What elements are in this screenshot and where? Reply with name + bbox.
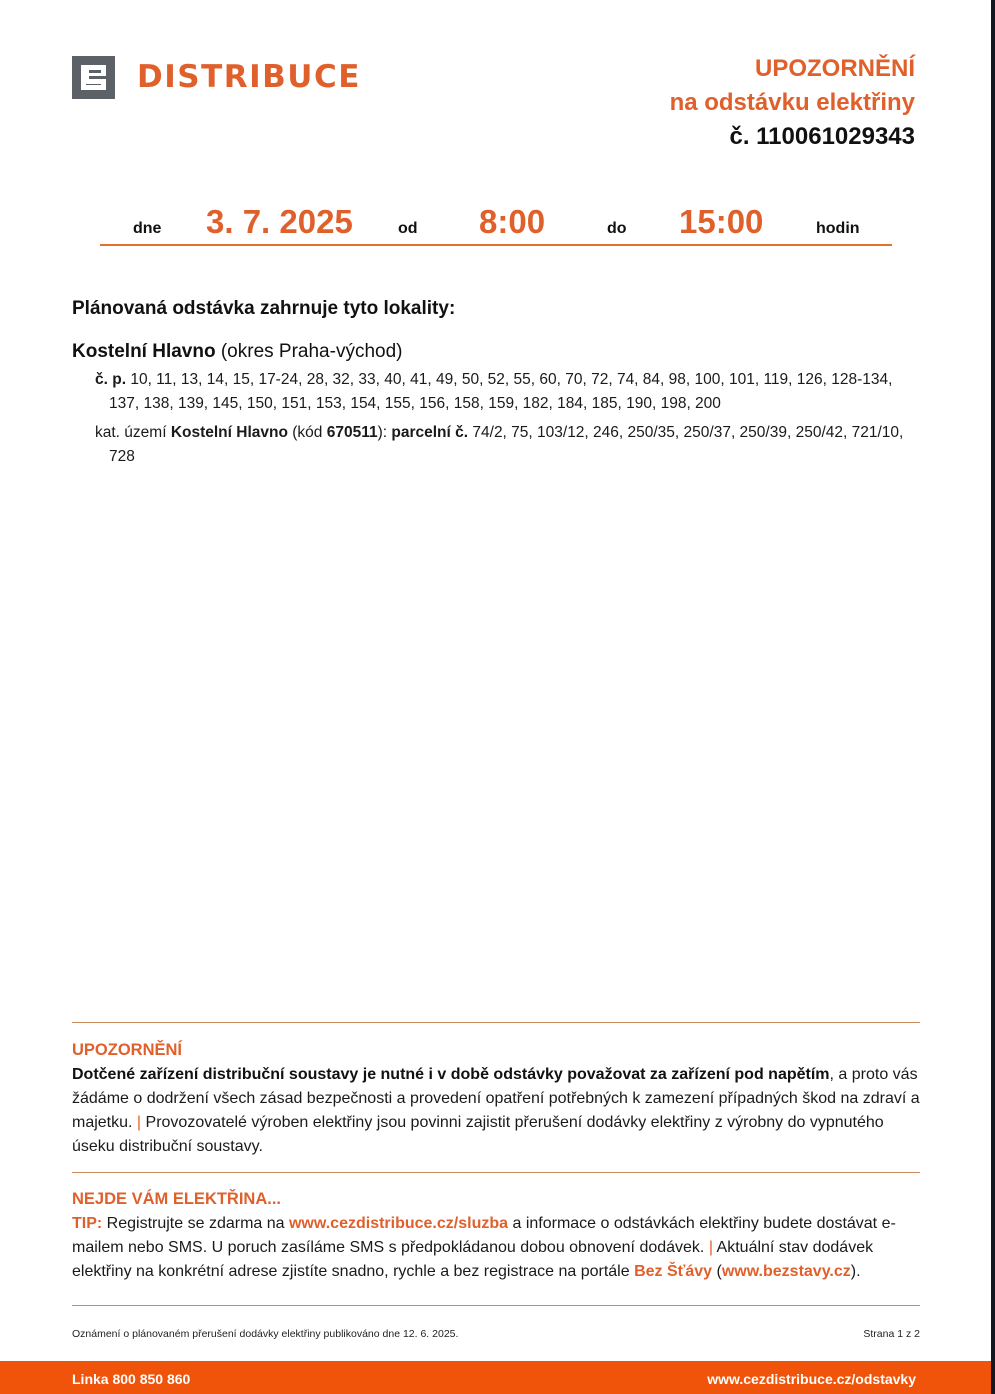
date-label: dne xyxy=(133,220,162,237)
tip-text: Registrujte se zdarma na xyxy=(106,1215,285,1232)
cadastral-prefix: kat. území xyxy=(95,424,167,441)
parcel-label: parcelní č. xyxy=(391,424,469,441)
logo xyxy=(72,56,361,99)
house-numbers xyxy=(95,368,924,416)
warning-title: UPOZORNĚNÍ xyxy=(72,1041,183,1059)
cadastral-name: Kostelní Hlavno xyxy=(170,424,288,441)
house-numbers-list: 10, 11, 13, 14, 15, 17-24, 28, 32, 33, 40, 41, 49, 50, 52, 55, 60, 70, 72, 74, 84, 98, 100, 101, 119, 126, 128-134, 137, 138, 139, 145, 150, 151, 153, 154, 155, 156, 158, 159, 182, 184, 185, 190, 198, 200 xyxy=(109,371,893,412)
warning-bold-text: Dotčené zařízení distribuční soustavy je nutné i v době odstávky považovat za zařízení pod napětím xyxy=(72,1066,830,1083)
place-district: (okres Praha-východ) xyxy=(220,341,403,362)
tip-label: TIP: xyxy=(72,1215,103,1232)
website-link[interactable]: www.cezdistribuce.cz/odstavky xyxy=(707,1371,916,1387)
window-edge xyxy=(991,0,995,1394)
portal-url-link[interactable]: www.bezstavy.cz xyxy=(721,1263,851,1280)
warning-body xyxy=(72,1063,924,1159)
notice-title xyxy=(670,52,915,154)
hotline[interactable]: Linka 800 850 860 xyxy=(72,1371,191,1387)
title-warning: UPOZORNĚNÍ xyxy=(754,55,915,82)
notice-number: č. 110061029343 xyxy=(729,123,915,150)
page-indicator: Strana 1 z 2 xyxy=(863,1328,920,1340)
separator: | xyxy=(136,1114,142,1131)
hours-label: hodin xyxy=(816,220,860,237)
tip-title: NEJDE VÁM ELEKTŘINA... xyxy=(72,1190,282,1208)
divider xyxy=(72,1022,920,1023)
tip-text-portal: Aktuální stav dodávek elektřiny na konkrétní adrese zjistíte snadno, rychle a bez registrace na portále xyxy=(72,1239,874,1280)
tip-body xyxy=(72,1212,924,1284)
warning-text-producers: Provozovatelé výroben elektřiny jsou povinni zajistit přerušení dodávky elektřiny z výrobny do vypnutého úseku distribuční soustavy. xyxy=(72,1114,884,1155)
paren: ). xyxy=(850,1263,861,1280)
logo-text: DISTRIBUCE xyxy=(137,59,361,95)
code-prefix: (kód xyxy=(292,424,323,441)
divider xyxy=(72,1172,920,1173)
to-label: do xyxy=(607,220,627,237)
paren: ( xyxy=(716,1263,722,1280)
service-link[interactable]: www.cezdistribuce.cz/sluzba xyxy=(288,1215,509,1232)
place-name: Kostelní Hlavno xyxy=(72,341,216,362)
date-value: 3. 7. 2025 xyxy=(206,203,353,240)
cez-logo-icon xyxy=(72,56,115,99)
location-name xyxy=(72,341,402,363)
parcel-list: 74/2, 75, 103/12, 246, 250/35, 250/37, 250/39, 250/42, 721/10, 728 xyxy=(109,424,904,465)
portal-name-link[interactable]: Bez Šťávy xyxy=(634,1263,713,1280)
from-time: 8:00 xyxy=(479,203,546,240)
footer-bar xyxy=(0,1361,991,1394)
locations-heading: Plánovaná odstávka zahrnuje tyto lokality: xyxy=(72,298,456,319)
title-subject: na odstávku elektřiny xyxy=(669,89,915,116)
tip-text-sms: a informace o odstávkách elektřiny budete dostávat e-mailem nebo SMS. U poruch zasíláme SMS s předpokládanou dobou obnovení dodávek. xyxy=(72,1215,896,1256)
cadastral-code: 670511 xyxy=(326,424,378,441)
from-label: od xyxy=(398,220,418,237)
parcels xyxy=(95,421,924,469)
house-numbers-label: č. p. xyxy=(95,371,127,388)
published-note: Oznámení o plánovaném přerušení dodávky elektřiny publikováno dne 12. 6. 2025. xyxy=(72,1328,459,1340)
divider xyxy=(72,1305,920,1306)
to-time: 15:00 xyxy=(679,203,764,240)
separator: | xyxy=(708,1239,713,1256)
code-suffix: ): xyxy=(377,424,388,441)
warning-text: , a proto vás žádáme o dodržení všech zásad bezpečnosti a provedení opatření potřebných k zamezení případných škod na zdraví a majetku. xyxy=(72,1066,920,1131)
schedule-row xyxy=(100,200,892,246)
